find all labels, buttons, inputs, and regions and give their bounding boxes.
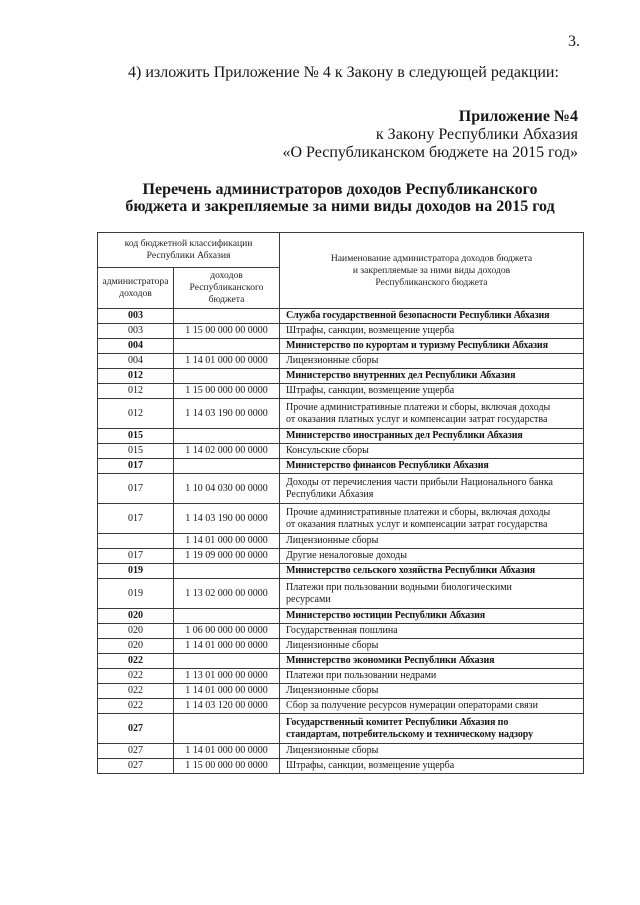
admin-code: 017 [98, 459, 174, 474]
row-name-text: ресурсами [286, 593, 331, 605]
income-row [98, 534, 584, 549]
row-name-text: Платежи при пользовании недрами [286, 670, 437, 681]
income-row [98, 354, 584, 369]
admin-code [98, 534, 174, 549]
admin-code: 012 [98, 399, 174, 429]
income-row [98, 699, 584, 714]
row-name-text: от оказания платных услуг и компенсации затрат государства [286, 518, 548, 530]
admin-code: 022 [98, 699, 174, 714]
admin-code: 019 [98, 564, 174, 579]
header-classification-code [98, 233, 280, 268]
row-name-text: Лицензионные сборы [286, 535, 379, 546]
row-name-text: стандартам, потребительскому и техническому надзору [286, 728, 533, 740]
income-code: 1 14 01 000 00 0000 [174, 354, 280, 369]
admin-code: 027 [98, 759, 174, 774]
income-code [174, 459, 280, 474]
row-name [280, 504, 584, 534]
income-code: 1 14 01 000 00 0000 [174, 534, 280, 549]
admin-code: 020 [98, 609, 174, 624]
row-name-text: Лицензионные сборы [286, 745, 379, 756]
income-code: 1 15 00 000 00 0000 [174, 324, 280, 339]
header-text: доходов [119, 288, 152, 299]
administrator-row [98, 609, 584, 624]
row-name [280, 759, 584, 774]
row-name [280, 534, 584, 549]
income-code [174, 309, 280, 324]
row-name-text: Государственная пошлина [286, 625, 398, 636]
appendix-title: Приложение №4 [458, 108, 578, 125]
row-name-text: Лицензионные сборы [286, 355, 379, 366]
row-name [280, 459, 584, 474]
header-text: и закрепляемые за ними виды доходов [352, 264, 511, 276]
income-row [98, 624, 584, 639]
row-name-text: Министерство иностранных дел Республики Абхазия [286, 430, 523, 441]
admin-code: 027 [98, 714, 174, 744]
admin-code: 017 [98, 549, 174, 564]
income-code: 1 14 03 190 00 0000 [174, 399, 280, 429]
row-name [280, 684, 584, 699]
row-name-text: Министерство экономики Республики Абхазия [286, 655, 495, 666]
header-text: бюджета [208, 294, 245, 305]
row-name [280, 399, 584, 429]
income-code [174, 654, 280, 669]
income-code: 1 13 02 000 00 0000 [174, 579, 280, 609]
row-name [280, 354, 584, 369]
income-row [98, 444, 584, 459]
row-name-text: Сбор за получение ресурсов нумерации операторами связи [286, 700, 538, 711]
income-code [174, 564, 280, 579]
admin-code: 020 [98, 639, 174, 654]
header-text: администратора [102, 276, 169, 287]
row-name-text: Штрафы, санкции, возмещение ущерба [286, 760, 455, 771]
income-code: 1 13 01 000 00 0000 [174, 669, 280, 684]
income-code [174, 339, 280, 354]
row-name-text: Служба государственной безопасности Республики Абхазия [286, 310, 550, 321]
income-code [174, 609, 280, 624]
administrator-row [98, 369, 584, 384]
income-code: 1 14 03 120 00 0000 [174, 699, 280, 714]
administrator-row [98, 564, 584, 579]
row-name [280, 444, 584, 459]
row-name-text: Лицензионные сборы [286, 640, 379, 651]
amendment-instruction: 4) изложить Приложение № 4 к Закону в следующей редакции: [128, 64, 559, 81]
admin-code: 022 [98, 669, 174, 684]
table-header-row [98, 233, 584, 268]
row-name [280, 324, 584, 339]
document-heading-line-1: Перечень администраторов доходов Республиканского [142, 181, 538, 198]
row-name-text: Прочие административные платежи и сборы, включая доходы [286, 506, 551, 518]
admin-code: 022 [98, 654, 174, 669]
header-text: код бюджетной классификации [124, 238, 253, 249]
row-name [280, 744, 584, 759]
row-name-text: Государственный комитет Республики Абхазия по [286, 716, 509, 728]
header-text: доходов [210, 270, 243, 281]
row-name [280, 699, 584, 714]
row-name [280, 474, 584, 504]
row-name-text: Платежи при пользовании водными биологическими [286, 581, 512, 593]
income-code: 1 10 04 030 00 0000 [174, 474, 280, 504]
admin-code: 019 [98, 579, 174, 609]
admin-code: 003 [98, 324, 174, 339]
row-name [280, 384, 584, 399]
row-name [280, 429, 584, 444]
row-name-text: Министерство сельского хозяйства Республики Абхазия [286, 565, 536, 576]
row-name-text: Прочие административные платежи и сборы, включая доходы [286, 401, 551, 413]
header-text: Республики Абхазия [146, 250, 231, 261]
header-text: Наименование администратора доходов бюджета [330, 252, 533, 264]
header-income-code [174, 268, 280, 309]
row-name [280, 579, 584, 609]
admin-code: 012 [98, 384, 174, 399]
row-name-text: Штрафы, санкции, возмещение ущерба [286, 325, 455, 336]
income-row [98, 549, 584, 564]
admin-code: 015 [98, 444, 174, 459]
administrator-row [98, 714, 584, 744]
income-row [98, 474, 584, 504]
income-row [98, 504, 584, 534]
income-row [98, 399, 584, 429]
row-name-text: Министерство по курортам и туризму Республики Абхазия [286, 340, 548, 351]
administrator-row [98, 459, 584, 474]
admin-code: 012 [98, 369, 174, 384]
admin-code: 017 [98, 504, 174, 534]
income-code: 1 14 01 000 00 0000 [174, 744, 280, 759]
document-heading-line-2: бюджета и закрепляемые за ними виды доходов на 2015 год [125, 198, 555, 215]
admin-code: 017 [98, 474, 174, 504]
row-name-text: Лицензионные сборы [286, 685, 379, 696]
administrator-row [98, 309, 584, 324]
row-name-text: Другие неналоговые доходы [286, 550, 407, 561]
income-row [98, 579, 584, 609]
page-number: 3. [568, 33, 580, 50]
administrator-row [98, 654, 584, 669]
income-code [174, 369, 280, 384]
income-code [174, 714, 280, 744]
header-text: Республиканского [189, 282, 264, 293]
income-row [98, 639, 584, 654]
admin-code: 004 [98, 339, 174, 354]
administrator-row [98, 339, 584, 354]
appendix-law-reference: к Закону Республики Абхазия [375, 126, 578, 143]
revenue-administrators-table [97, 232, 584, 774]
row-name [280, 714, 584, 744]
income-code: 1 14 01 000 00 0000 [174, 639, 280, 654]
row-name [280, 309, 584, 324]
income-row [98, 324, 584, 339]
row-name [280, 549, 584, 564]
admin-code: 004 [98, 354, 174, 369]
row-name [280, 564, 584, 579]
income-code: 1 14 03 190 00 0000 [174, 504, 280, 534]
admin-code: 022 [98, 684, 174, 699]
admin-code: 027 [98, 744, 174, 759]
row-name [280, 609, 584, 624]
admin-code: 015 [98, 429, 174, 444]
row-name-text: Штрафы, санкции, возмещение ущерба [286, 385, 455, 396]
row-name-text: Министерство внутренних дел Республики Абхазия [286, 370, 516, 381]
row-name-text: от оказания платных услуг и компенсации затрат государства [286, 413, 548, 425]
income-code: 1 15 00 000 00 0000 [174, 759, 280, 774]
row-name-text: Министерство юстиции Республики Абхазия [286, 610, 486, 621]
row-name-text: Консульские сборы [286, 445, 369, 456]
admin-code: 003 [98, 309, 174, 324]
row-name-text: Доходы от перечисления части прибыли Национального банка [286, 476, 553, 488]
income-code: 1 06 00 000 00 0000 [174, 624, 280, 639]
row-name [280, 339, 584, 354]
administrator-row [98, 429, 584, 444]
income-row [98, 684, 584, 699]
income-code: 1 15 00 000 00 0000 [174, 384, 280, 399]
row-name-text: Республики Абхазия [286, 488, 374, 500]
header-administrator-code [98, 268, 174, 309]
row-name-text: Министерство финансов Республики Абхазия [286, 460, 489, 471]
income-row [98, 384, 584, 399]
row-name [280, 669, 584, 684]
row-name [280, 639, 584, 654]
income-code: 1 19 09 000 00 0000 [174, 549, 280, 564]
row-name [280, 369, 584, 384]
income-code [174, 429, 280, 444]
income-row [98, 744, 584, 759]
header-text: Республиканского бюджета [375, 276, 488, 288]
income-code: 1 14 02 000 00 0000 [174, 444, 280, 459]
income-code: 1 14 01 000 00 0000 [174, 684, 280, 699]
row-name [280, 654, 584, 669]
income-row [98, 759, 584, 774]
appendix-law-name: «О Республиканском бюджете на 2015 год» [282, 144, 578, 161]
header-administrator-name [280, 233, 584, 309]
admin-code: 020 [98, 624, 174, 639]
income-row [98, 669, 584, 684]
row-name [280, 624, 584, 639]
